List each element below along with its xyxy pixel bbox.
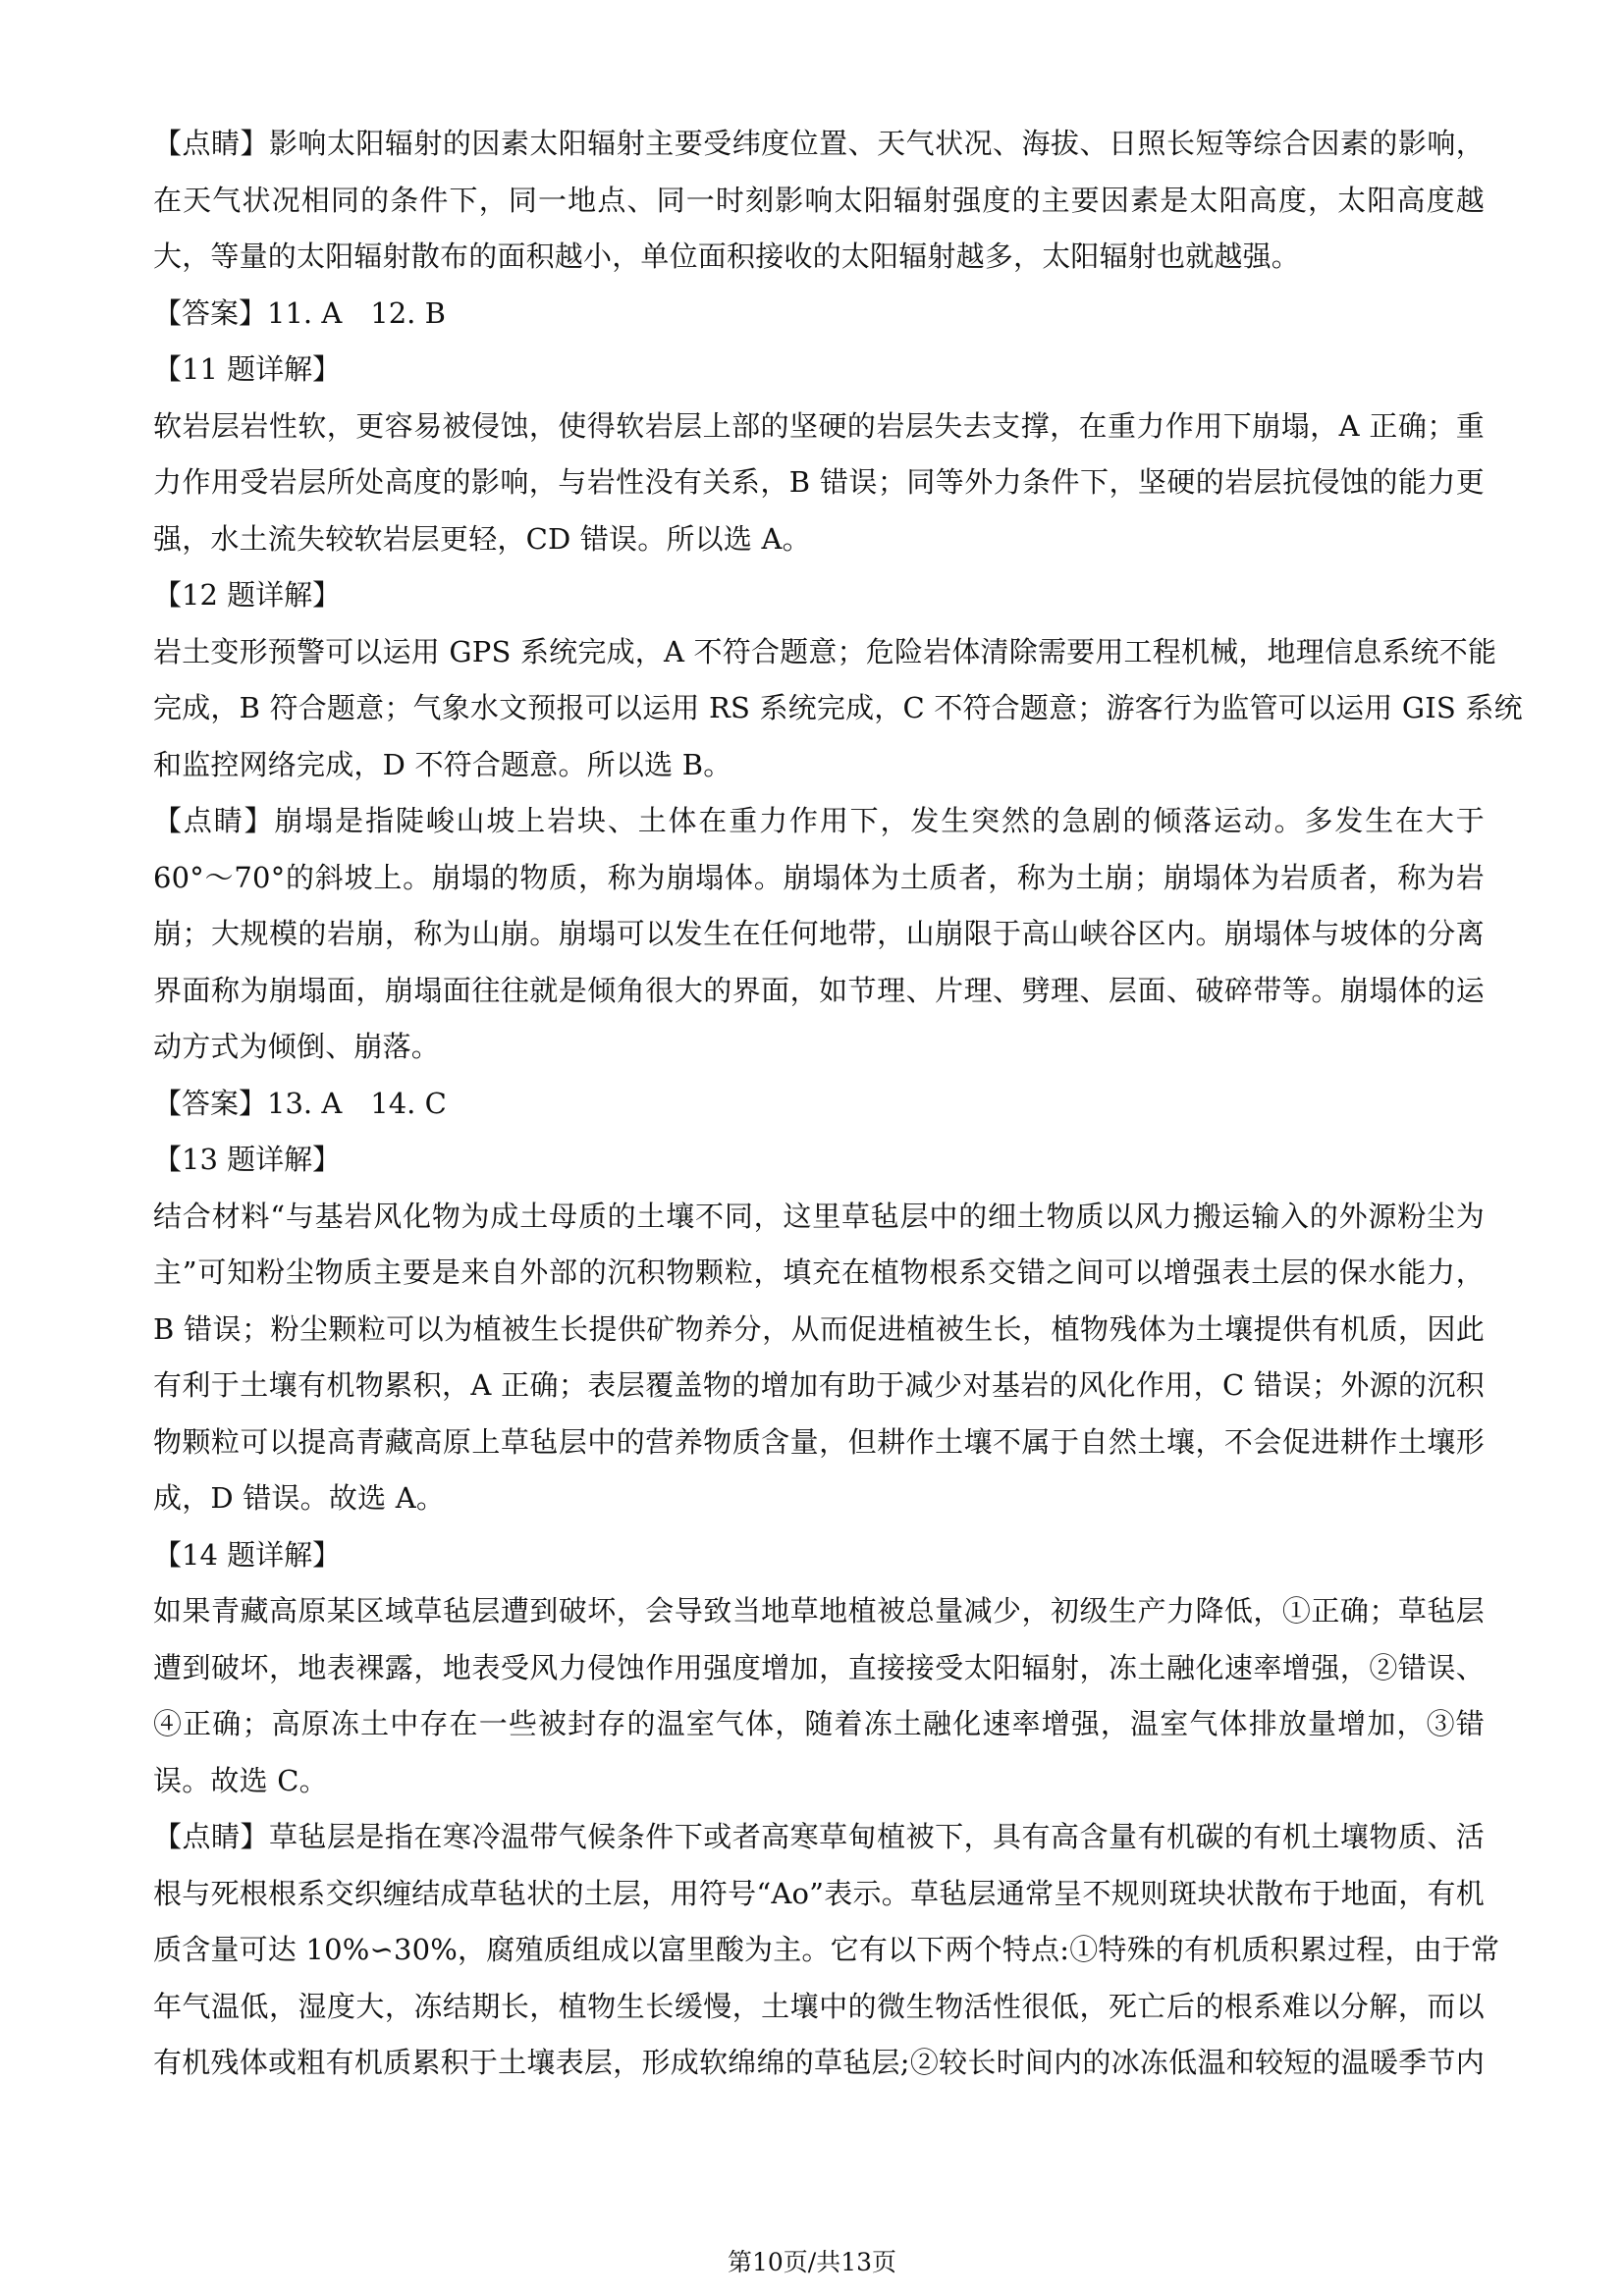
text-line: 和监控网络完成，D 不符合题意。所以选 B。 xyxy=(153,747,732,781)
text-line: 在天气状况相同的条件下，同一地点、同一时刻影响太阳辐射强度的主要因素是太阳高度，太阳高度越 xyxy=(153,183,1485,217)
section-heading: 【14 题详解】 xyxy=(153,1537,342,1572)
paragraph xyxy=(153,116,1485,286)
paragraph xyxy=(153,624,1523,794)
text-line: 结合材料“与基岩风化物为成土母质的土壤不同，这里草毡层中的细土物质以风力搬运输入的外源粉尘为 xyxy=(153,1199,1485,1233)
page-footer: 第10页/共13页 xyxy=(727,2248,897,2276)
text-line: 崩；大规模的岩崩，称为山崩。崩塌可以发生在任何地带，山崩限于高山峡谷区内。崩塌体与坡体的分离 xyxy=(153,917,1485,950)
paragraph xyxy=(153,793,1485,1076)
text-line: 遭到破坏，地表裸露，地表受风力侵蚀作用强度增加，直接接受太阳辐射，冻土融化速率增强，②错误、 xyxy=(153,1650,1485,1684)
text-line: 误。故选 C。 xyxy=(153,1763,328,1797)
section-heading: 【13 题详解】 xyxy=(153,1143,342,1176)
text-line: ④正确；高原冻土中存在一些被封存的温室气体，随着冻土融化速率增强，温室气体排放量增加，③错 xyxy=(153,1707,1485,1740)
text-line: 【点睛】草毡层是指在寒冷温带气候条件下或者高寒草甸植被下，具有高含量有机碳的有机土壤物质、活 xyxy=(153,1820,1485,1853)
text-line: 质含量可达 10%∽30%，腐殖质组成以富里酸为主。它有以下两个特点:①特殊的有机质积累过程，由于常 xyxy=(153,1933,1500,1966)
text-line: 如果青藏高原某区域草毡层遭到破坏，会导致当地草地植被总量减少，初级生产力降低，①正确；草毡层 xyxy=(153,1594,1485,1628)
text-line: B 错误；粉尘颗粒可以为植被生长提供矿物养分，从而促进植被生长，植物残体为土壤提供有机质，因此 xyxy=(153,1311,1485,1346)
text-line: 【点睛】崩塌是指陡峻山坡上岩块、土体在重力作用下，发生突然的急剧的倾落运动。多发生在大于 xyxy=(153,804,1485,837)
paragraph xyxy=(153,1583,1485,1809)
text-line: 大，等量的太阳辐射散布的面积越小，单位面积接收的太阳辐射越多，太阳辐射也就越强。 xyxy=(153,240,1301,273)
text-line: 【点睛】影响太阳辐射的因素太阳辐射主要受纬度位置、天气状况、海拔、日照长短等综合因素的影响， xyxy=(153,127,1485,160)
text-line: 成，D 错误。故选 A。 xyxy=(153,1481,446,1515)
text-line: 完成，B 符合题意；气象水文预报可以运用 RS 系统完成，C 不符合题意；游客行为监管可以运用 GIS 系统 xyxy=(153,691,1523,724)
section-heading: 【12 题详解】 xyxy=(153,578,342,612)
section-heading: 【答案】11. A 12. B xyxy=(153,295,446,330)
paragraph xyxy=(153,1809,1500,2092)
text-line: 软岩层岩性软，更容易被侵蚀，使得软岩层上部的坚硬的岩层失去支撑，在重力作用下崩塌，A 正确；重 xyxy=(153,408,1485,443)
text-line: 60°～70°的斜坡上。崩塌的物质，称为崩塌体。崩塌体为土质者，称为土崩；崩塌体为岩质者，称为岩 xyxy=(153,860,1485,894)
text-line: 岩土变形预警可以运用 GPS 系统完成，A 不符合题意；危险岩体清除需要用工程机械，地理信息系统不能 xyxy=(153,634,1497,668)
text-line: 物颗粒可以提高青藏高原上草毡层中的营养物质含量，但耕作土壤不属于自然土壤，不会促进耕作土壤形 xyxy=(153,1424,1485,1459)
paragraph xyxy=(153,1189,1485,1527)
paragraph xyxy=(153,399,1485,568)
page-body xyxy=(153,116,1523,2092)
text-line: 主”可知粉尘物质主要是来自外部的沉积物颗粒，填充在植物根系交错之间可以增强表土层的保水能力， xyxy=(153,1255,1485,1289)
text-line: 年气温低，湿度大，冻结期长，植物生长缓慢，土壤中的微生物活性很低，死亡后的根系难以分解，而以 xyxy=(153,1989,1485,2023)
section-heading: 【11 题详解】 xyxy=(153,352,342,386)
text-line: 强，水土流失较软岩层更轻，CD 错误。所以选 A。 xyxy=(153,521,811,556)
text-line: 有机残体或粗有机质累积于土壤表层，形成软绵绵的草毡层;②较长时间内的冰冻低温和较短的温暖季节内 xyxy=(153,2046,1485,2079)
text-line: 动方式为倾倒、崩落。 xyxy=(153,1030,441,1063)
section-heading: 【答案】13. A 14. C xyxy=(153,1086,447,1120)
text-line: 力作用受岩层所处高度的影响，与岩性没有关系，B 错误；同等外力条件下，坚硬的岩层抗侵蚀的能力更 xyxy=(153,465,1485,499)
text-line: 根与死根根系交织缠结成草毡状的土层，用符号“Ao”表示。草毡层通常呈不规则斑块状散布于地面，有机 xyxy=(153,1876,1485,1910)
text-line: 界面称为崩塌面，崩塌面往往就是倾角很大的界面，如节理、片理、劈理、层面、破碎带等。崩塌体的运 xyxy=(153,973,1485,1007)
text-line: 有利于土壤有机物累积，A 正确；表层覆盖物的增加有助于减少对基岩的风化作用，C 错误；外源的沉积 xyxy=(153,1368,1485,1402)
